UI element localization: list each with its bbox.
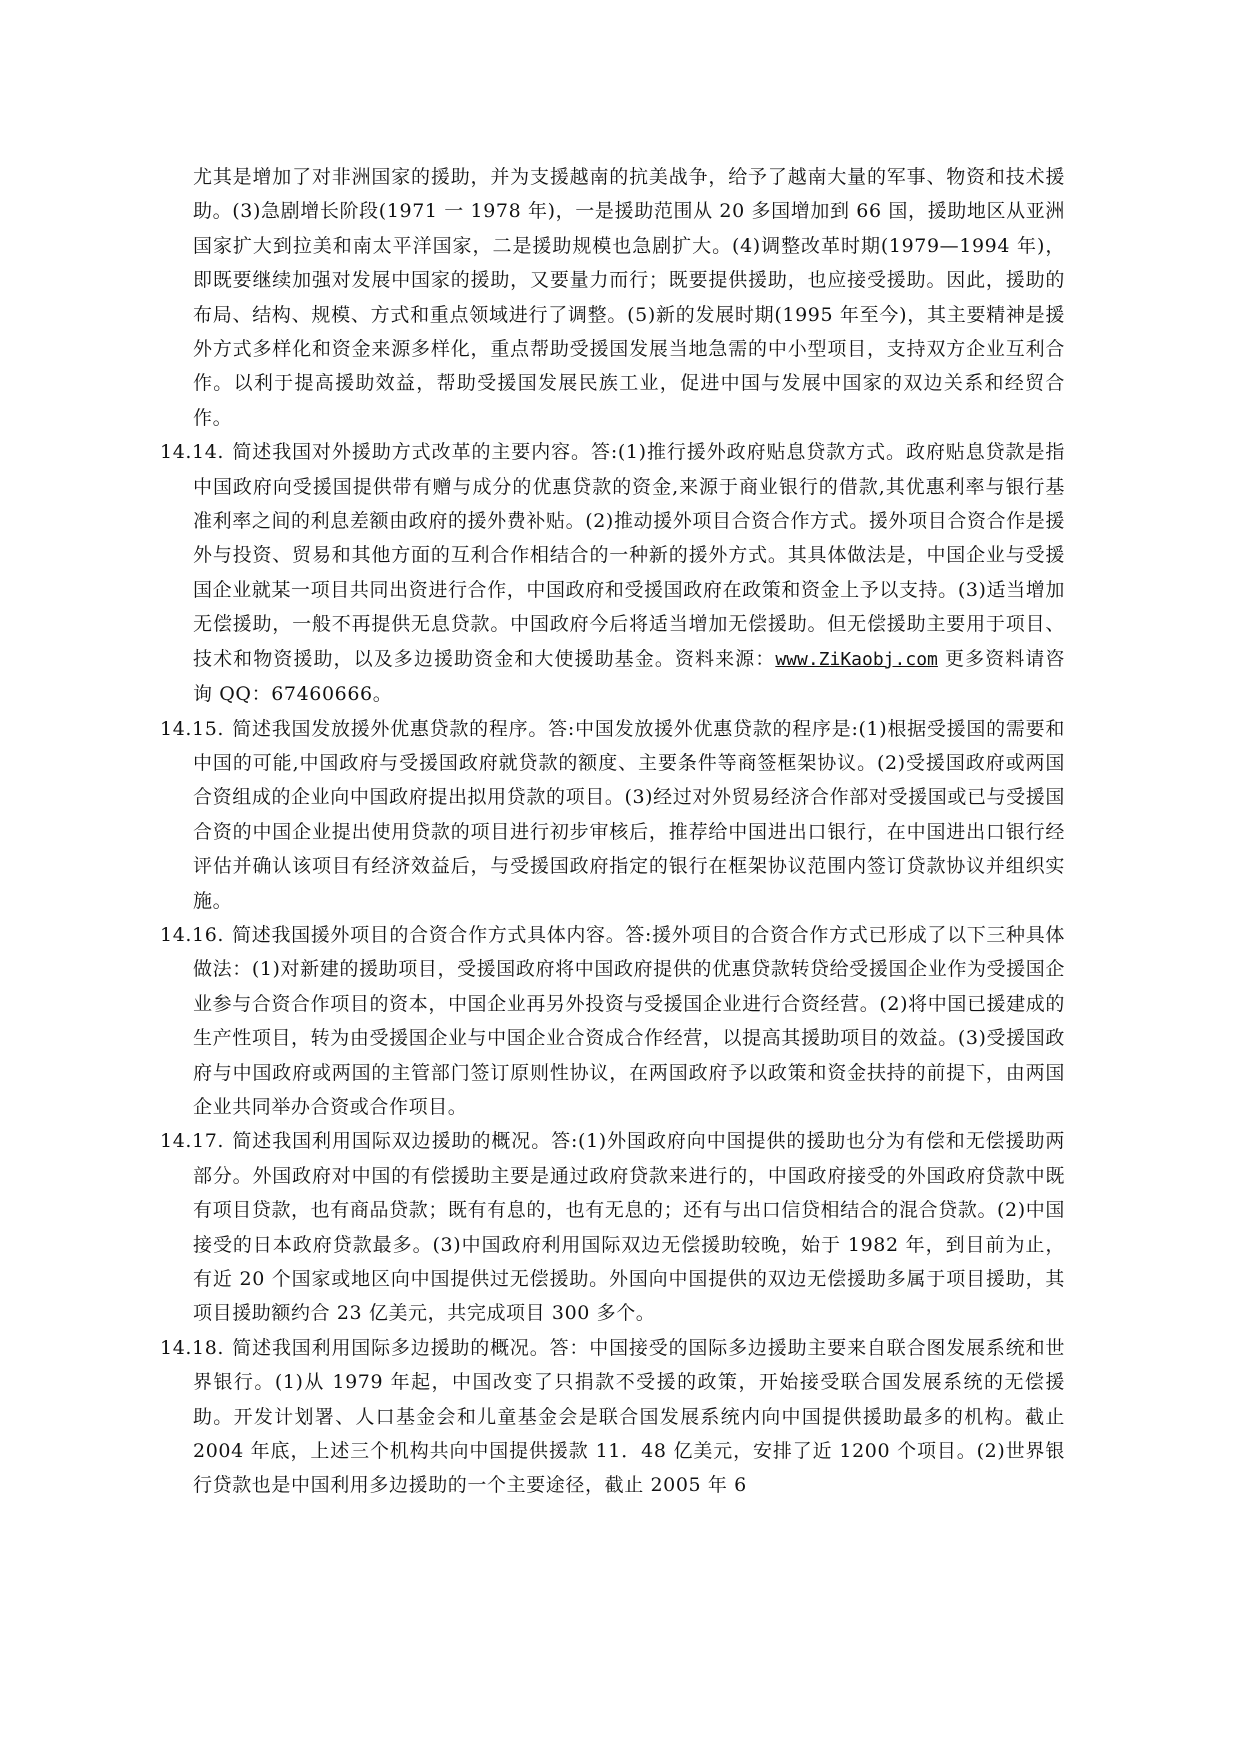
qa-item-14-18 xyxy=(160,1331,1065,1503)
qa-item-14-16 xyxy=(160,918,1065,1124)
continuation-paragraph: 尤其是增加了对非洲国家的援助，并为支援越南的抗美战争，给予了越南大量的军事、物资和技术援助。(3)急剧增长阶段(1971 一 1978 年)，一是援助范围从 20 多国增加到 66 国，援助地区从亚洲国家扩大到拉美和南太平洋国家，二是援助规模也急剧扩大。(4)调整改革时期(1979—1994 年)，即既要继续加强对发展中国家的援助，又要量力而行；既要提供援助，也应接受援助。因此，援助的布局、结构、规模、方式和重点领域进行了调整。(5)新的发展时期(1995 年至今)，其主要精神是援外方式多样化和资金来源多样化，重点帮助受援国发展当地急需的中小型项目，支持双方企业互利合作。以利于提高援助效益，帮助受援国发展民族工业，促进中国与发展中国家的双边关系和经贸合作。 xyxy=(193,166,1065,429)
item-number: 14.15. xyxy=(160,717,225,740)
qa-item-14-15 xyxy=(160,712,1065,918)
item-number: 14.18. xyxy=(160,1336,225,1359)
item-text: 简述我国利用国际多边援助的概况。答：中国接受的国际多边援助主要来自联合图发展系统和世界银行。(1)从 1979 年起，中国改变了只捐款不受援的政策，开始接受联合国发展系统的无偿援助。开发计划署、人口基金会和儿童基金会是联合国发展系统内向中国提供援助最多的机构。截止 2004 年底，上述三个机构共向中国提供援款 11．48 亿美元，安排了近 1200 个项目。(2)世界银行贷款也是中国利用多边援助的一个主要途径，截止 2005 年 6 xyxy=(193,1336,1065,1497)
item-text: 简述我国利用国际双边援助的概况。答:(1)外国政府向中国提供的援助也分为有偿和无偿援助两部分。外国政府对中国的有偿援助主要是通过政府贷款来进行的，中国政府接受的外国政府贷款中既有项目贷款，也有商品贷款；既有有息的，也有无息的；还有与出口信贷相结合的混合贷款。(2)中国接受的日本政府贷款最多。(3)中国政府利用国际双边无偿援助较晚，始于 1982 年，到目前为止，有近 20 个国家或地区向中国提供过无偿援助。外国向中国提供的双边无偿援助多属于项目援助，其项目援助额约合 23 亿美元，共完成项目 300 多个。 xyxy=(193,1130,1065,1325)
item-number: 14.17. xyxy=(160,1130,225,1153)
body-text xyxy=(160,160,1065,1503)
item-text: 简述我国援外项目的合资合作方式具体内容。答:援外项目的合资合作方式已形成了以下三种具体做法：(1)对新建的援助项目，受援国政府将中国政府提供的优惠贷款转贷给受援国企业作为受援国企业参与合资合作项目的资本，中国企业再另外投资与受援国企业进行合资经营。(2)将中国已援建成的生产性项目，转为由受援国企业与中国企业合资成合作经营，以提高其援助项目的效益。(3)受援国政府与中国政府或两国的主管部门签订原则性协议，在两国政府予以政策和资金扶持的前提下，由两国企业共同举办合资或合作项目。 xyxy=(193,923,1065,1118)
source-link[interactable]: www.ZiKaobj.com xyxy=(775,648,938,670)
qa-item-14-17 xyxy=(160,1124,1065,1330)
item-number: 14.14. xyxy=(160,441,225,464)
qa-item-14-14 xyxy=(160,435,1065,711)
item-number: 14.16. xyxy=(160,923,225,946)
item-text: 简述我国发放援外优惠贷款的程序。答:中国发放援外优惠贷款的程序是:(1)根据受援国的需要和中国的可能,中国政府与受援国政府就贷款的额度、主要条件等商签框架协议。(2)受援国政府或两国合资组成的企业向中国政府提出拟用贷款的项目。(3)经过对外贸易经济合作部对受援国或已与受援国合资的中国企业提出使用贷款的项目进行初步审核后，推荐给中国进出口银行，在中国进出口银行经评估并确认该项目有经济效益后，与受援国政府指定的银行在框架协议范围内签订贷款协议并组织实施。 xyxy=(193,717,1065,912)
contact-text: 更多资料请咨询 QQ：67460666。 xyxy=(193,647,1065,706)
item-text: 简述我国对外援助方式改革的主要内容。答:(1)推行援外政府贴息贷款方式。政府贴息贷款是指中国政府向受援国提供带有赠与成分的优惠贷款的资金,来源于商业银行的借款,其优惠利率与银行基准利率之间的利息差额由政府的援外费补贴。(2)推动援外项目合资合作方式。援外项目合资合作是援外与投资、贸易和其他方面的互利合作相结合的一种新的援外方式。其具体做法是，中国企业与受援国企业就某一项目共同出资进行合作，中国政府和受援国政府在政策和资金上予以支持。(3)适当增加无偿援助，一般不再提供无息贷款。中国政府今后将适当增加无偿援助。但无偿援助主要用于项目、技术和物资援助，以及多边援助资金和大使援助基金。资料来源： xyxy=(193,441,1065,670)
